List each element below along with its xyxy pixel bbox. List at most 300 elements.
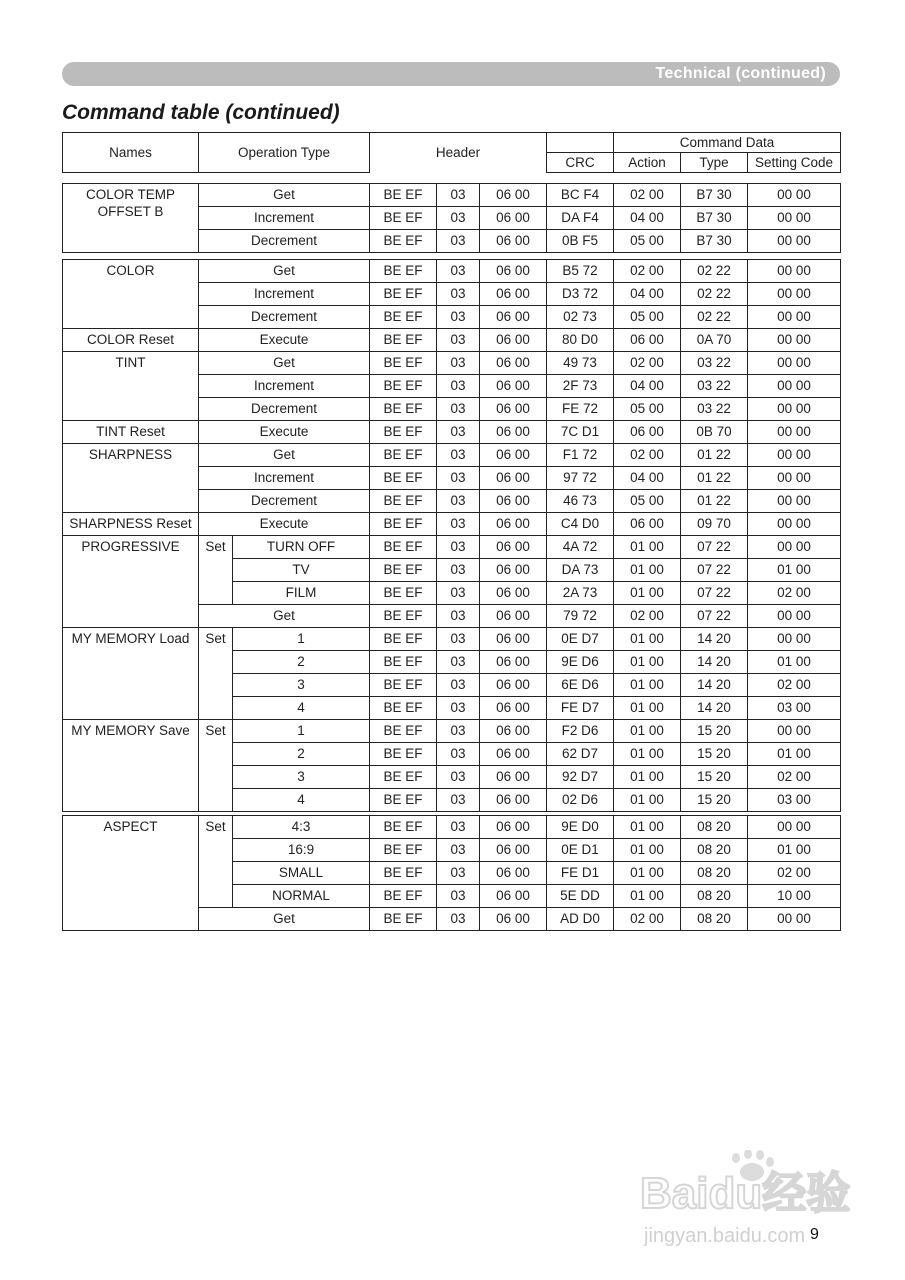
cell-type: B7 30 (681, 184, 748, 207)
cell-crc: F1 72 (547, 444, 614, 467)
cell-header-2: 03 (437, 839, 480, 862)
cell-type: 15 20 (681, 720, 748, 743)
cell-header-2: 03 (437, 398, 480, 421)
cell-header-2: 03 (437, 207, 480, 230)
cell-header-1: BE EF (370, 816, 437, 839)
cell-crc: 2A 73 (547, 582, 614, 605)
cell-setting-code: 00 00 (748, 283, 841, 306)
cell-action: 04 00 (614, 283, 681, 306)
cell-operation: FILM (233, 582, 370, 605)
cell-header-2: 03 (437, 306, 480, 329)
cell-header-3: 06 00 (480, 674, 547, 697)
table-row (63, 628, 841, 651)
command-section-color-temp (62, 183, 841, 253)
cell-operation: Get (199, 260, 370, 283)
cell-header-2: 03 (437, 559, 480, 582)
cell-setting-code: 00 00 (748, 207, 841, 230)
cell-action: 02 00 (614, 260, 681, 283)
cell-operation: Get (199, 352, 370, 375)
cell-setting-code: 00 00 (748, 421, 841, 444)
cell-operation: Decrement (199, 398, 370, 421)
cell-header-2: 03 (437, 862, 480, 885)
table-row (63, 260, 841, 283)
cell-type: 14 20 (681, 651, 748, 674)
cell-header-1: BE EF (370, 230, 437, 253)
cell-action: 02 00 (614, 444, 681, 467)
cell-header-1: BE EF (370, 559, 437, 582)
cell-crc: DA 73 (547, 559, 614, 582)
cell-header-3: 06 00 (480, 467, 547, 490)
cell-header-1: BE EF (370, 720, 437, 743)
cell-header-2: 03 (437, 375, 480, 398)
cell-header-1: BE EF (370, 329, 437, 352)
cell-name-line: SHARPNESS (88, 447, 173, 462)
cell-action: 04 00 (614, 207, 681, 230)
cell-action: 01 00 (614, 885, 681, 908)
col-header-names: Names (63, 133, 199, 173)
cell-header-3: 06 00 (480, 743, 547, 766)
cell-header-1: BE EF (370, 207, 437, 230)
cell-setting-code: 00 00 (748, 444, 841, 467)
cell-setting-code: 00 00 (748, 184, 841, 207)
cell-name-line: PROGRESSIVE (81, 539, 180, 554)
cell-setting-code: 00 00 (748, 908, 841, 931)
cell-header-1: BE EF (370, 184, 437, 207)
cell-header-2: 03 (437, 283, 480, 306)
cell-action: 01 00 (614, 743, 681, 766)
cell-header-1: BE EF (370, 651, 437, 674)
cell-type: 09 70 (681, 513, 748, 536)
cell-setting-code: 01 00 (748, 839, 841, 862)
cell-header-2: 03 (437, 467, 480, 490)
cell-operation: Execute (199, 329, 370, 352)
cell-header-3: 06 00 (480, 375, 547, 398)
cell-crc: D3 72 (547, 283, 614, 306)
cell-crc: 4A 72 (547, 536, 614, 559)
cell-header-3: 06 00 (480, 513, 547, 536)
cell-header-3: 06 00 (480, 260, 547, 283)
cell-header-1: BE EF (370, 582, 437, 605)
table-row (63, 352, 841, 375)
cell-header-3: 06 00 (480, 536, 547, 559)
baidu-watermark-logo (640, 1150, 865, 1250)
cell-name-line: SHARPNESS Reset (69, 516, 192, 531)
section-header-text: Technical (continued) (655, 65, 826, 82)
page-number: 9 (810, 1226, 819, 1243)
cell-type: 14 20 (681, 674, 748, 697)
cell-header-2: 03 (437, 582, 480, 605)
cell-setting-code: 00 00 (748, 628, 841, 651)
cell-operation: Increment (199, 467, 370, 490)
cell-setting-code: 00 00 (748, 329, 841, 352)
cell-operation: SMALL (233, 862, 370, 885)
cell-action: 01 00 (614, 862, 681, 885)
cell-setting-code: 00 00 (748, 352, 841, 375)
cell-action: 05 00 (614, 230, 681, 253)
cell-header-1: BE EF (370, 260, 437, 283)
cell-header-3: 06 00 (480, 207, 547, 230)
cell-name (63, 444, 199, 513)
cell-action: 01 00 (614, 789, 681, 812)
cell-header-2: 03 (437, 766, 480, 789)
command-section-color-tint-sharpness-memory (62, 259, 841, 812)
cell-operation: TURN OFF (233, 536, 370, 559)
cell-name-line: COLOR (106, 263, 155, 278)
cell-crc: C4 D0 (547, 513, 614, 536)
cell-header-2: 03 (437, 789, 480, 812)
cell-type: 15 20 (681, 743, 748, 766)
cell-crc: 0E D7 (547, 628, 614, 651)
cell-name-line: COLOR TEMP (85, 187, 175, 202)
col-header-action: Action (614, 153, 681, 173)
cell-header-1: BE EF (370, 839, 437, 862)
cell-header-3: 06 00 (480, 720, 547, 743)
cell-type: 03 22 (681, 352, 748, 375)
cell-action: 01 00 (614, 697, 681, 720)
cell-operation: Increment (199, 283, 370, 306)
cell-setting-code: 03 00 (748, 697, 841, 720)
cell-action: 01 00 (614, 816, 681, 839)
table-row (63, 184, 841, 207)
cell-type: B7 30 (681, 207, 748, 230)
table-row (63, 421, 841, 444)
cell-header-3: 06 00 (480, 444, 547, 467)
cell-name (63, 816, 199, 931)
cell-set: Set (199, 628, 233, 720)
cell-name-line: MY MEMORY Save (71, 723, 190, 738)
cell-header-1: BE EF (370, 536, 437, 559)
cell-setting-code: 00 00 (748, 260, 841, 283)
cell-crc: 5E DD (547, 885, 614, 908)
cell-type: 07 22 (681, 559, 748, 582)
cell-header-1: BE EF (370, 398, 437, 421)
cell-header-2: 03 (437, 816, 480, 839)
cell-crc: 02 73 (547, 306, 614, 329)
cell-setting-code: 00 00 (748, 513, 841, 536)
col-header-header-cont (547, 133, 614, 153)
cell-crc: AD D0 (547, 908, 614, 931)
cell-name-line: OFFSET B (97, 204, 164, 219)
cell-type: 03 22 (681, 375, 748, 398)
cell-action: 01 00 (614, 674, 681, 697)
cell-type: 07 22 (681, 536, 748, 559)
cell-crc: B5 72 (547, 260, 614, 283)
cell-header-2: 03 (437, 885, 480, 908)
cell-operation: 3 (233, 766, 370, 789)
cell-crc: 9E D6 (547, 651, 614, 674)
cell-type: 01 22 (681, 467, 748, 490)
cell-header-2: 03 (437, 421, 480, 444)
cell-operation: 1 (233, 720, 370, 743)
cell-setting-code: 00 00 (748, 816, 841, 839)
table-row (63, 720, 841, 743)
cell-type: 08 20 (681, 885, 748, 908)
cell-setting-code: 03 00 (748, 789, 841, 812)
table-row (63, 444, 841, 467)
cell-header-3: 06 00 (480, 490, 547, 513)
cell-type: 07 22 (681, 582, 748, 605)
section-header-bar (62, 62, 840, 86)
cell-header-1: BE EF (370, 513, 437, 536)
cell-setting-code: 00 00 (748, 605, 841, 628)
cell-header-3: 06 00 (480, 559, 547, 582)
cell-name (63, 421, 199, 444)
cell-operation: Get (199, 444, 370, 467)
cell-type: 14 20 (681, 697, 748, 720)
cell-action: 05 00 (614, 490, 681, 513)
cell-header-3: 06 00 (480, 582, 547, 605)
cell-header-2: 03 (437, 743, 480, 766)
col-header-setting-code: Setting Code (748, 153, 841, 173)
cell-operation: 2 (233, 743, 370, 766)
watermark-logo-text: Baidu经验 (640, 1169, 851, 1218)
cell-setting-code: 00 00 (748, 230, 841, 253)
cell-setting-code: 00 00 (748, 720, 841, 743)
cell-type: 15 20 (681, 789, 748, 812)
cell-set: Set (199, 536, 233, 605)
watermark-url: jingyan.baidu.com (644, 1225, 806, 1247)
cell-crc: FE 72 (547, 398, 614, 421)
cell-header-2: 03 (437, 908, 480, 931)
cell-header-1: BE EF (370, 674, 437, 697)
command-section-aspect (62, 815, 841, 931)
cell-type: 08 20 (681, 908, 748, 931)
cell-header-2: 03 (437, 184, 480, 207)
cell-action: 06 00 (614, 421, 681, 444)
cell-header-2: 03 (437, 490, 480, 513)
cell-name-line: ASPECT (103, 819, 158, 834)
cell-header-1: BE EF (370, 766, 437, 789)
cell-header-3: 06 00 (480, 283, 547, 306)
cell-type: 08 20 (681, 862, 748, 885)
cell-type: 03 22 (681, 398, 748, 421)
cell-crc: BC F4 (547, 184, 614, 207)
cell-header-1: BE EF (370, 306, 437, 329)
cell-header-3: 06 00 (480, 628, 547, 651)
cell-header-3: 06 00 (480, 766, 547, 789)
cell-crc: 46 73 (547, 490, 614, 513)
table-row (63, 816, 841, 839)
cell-action: 06 00 (614, 513, 681, 536)
cell-type: 08 20 (681, 839, 748, 862)
cell-header-2: 03 (437, 674, 480, 697)
cell-header-1: BE EF (370, 467, 437, 490)
table-row (63, 536, 841, 559)
cell-setting-code: 00 00 (748, 398, 841, 421)
cell-crc: 0E D1 (547, 839, 614, 862)
page-title: Command table (continued) (62, 101, 340, 124)
cell-crc: 0B F5 (547, 230, 614, 253)
cell-header-3: 06 00 (480, 885, 547, 908)
cell-type: 0A 70 (681, 329, 748, 352)
cell-header-3: 06 00 (480, 839, 547, 862)
cell-header-2: 03 (437, 651, 480, 674)
cell-action: 02 00 (614, 352, 681, 375)
cell-type: 15 20 (681, 766, 748, 789)
cell-action: 06 00 (614, 329, 681, 352)
cell-name-line: TINT Reset (96, 424, 165, 439)
cell-operation: 4 (233, 697, 370, 720)
cell-action: 01 00 (614, 582, 681, 605)
cell-operation: Execute (199, 421, 370, 444)
cell-header-1: BE EF (370, 885, 437, 908)
cell-header-3: 06 00 (480, 230, 547, 253)
cell-header-3: 06 00 (480, 651, 547, 674)
cell-header-3: 06 00 (480, 421, 547, 444)
cell-header-1: BE EF (370, 789, 437, 812)
cell-header-3: 06 00 (480, 908, 547, 931)
cell-name (63, 720, 199, 812)
cell-header-2: 03 (437, 697, 480, 720)
cell-crc: 92 D7 (547, 766, 614, 789)
cell-header-1: BE EF (370, 862, 437, 885)
cell-name (63, 184, 199, 253)
cell-type: 08 20 (681, 816, 748, 839)
cell-header-3: 06 00 (480, 605, 547, 628)
cell-header-2: 03 (437, 444, 480, 467)
cell-crc: FE D7 (547, 697, 614, 720)
col-header-type: Type (681, 153, 748, 173)
cell-header-3: 06 00 (480, 789, 547, 812)
cell-operation: 16:9 (233, 839, 370, 862)
cell-set: Set (199, 816, 233, 908)
cell-name (63, 536, 199, 628)
cell-crc: DA F4 (547, 207, 614, 230)
cell-header-2: 03 (437, 352, 480, 375)
cell-action: 01 00 (614, 720, 681, 743)
cell-setting-code: 01 00 (748, 651, 841, 674)
cell-setting-code: 10 00 (748, 885, 841, 908)
col-header-command-data: Command Data (614, 133, 841, 153)
cell-setting-code: 00 00 (748, 536, 841, 559)
cell-operation: Decrement (199, 306, 370, 329)
cell-crc: 97 72 (547, 467, 614, 490)
cell-operation: Execute (199, 513, 370, 536)
table-row (63, 513, 841, 536)
cell-header-1: BE EF (370, 283, 437, 306)
cell-operation: 2 (233, 651, 370, 674)
cell-crc: FE D1 (547, 862, 614, 885)
cell-header-2: 03 (437, 536, 480, 559)
cell-name-line: MY MEMORY Load (71, 631, 190, 646)
cell-type: 07 22 (681, 605, 748, 628)
cell-setting-code: 01 00 (748, 743, 841, 766)
cell-type: 01 22 (681, 444, 748, 467)
cell-set: Set (199, 720, 233, 812)
cell-operation: 1 (233, 628, 370, 651)
cell-crc: 49 73 (547, 352, 614, 375)
cell-crc: F2 D6 (547, 720, 614, 743)
cell-header-1: BE EF (370, 444, 437, 467)
cell-header-1: BE EF (370, 352, 437, 375)
cell-operation: Decrement (199, 490, 370, 513)
table-header (62, 132, 841, 173)
cell-name (63, 628, 199, 720)
cell-operation: Get (199, 184, 370, 207)
cell-crc: 79 72 (547, 605, 614, 628)
cell-action: 01 00 (614, 536, 681, 559)
cell-header-3: 06 00 (480, 816, 547, 839)
col-header-crc: CRC (547, 153, 614, 173)
cell-type: 02 22 (681, 283, 748, 306)
cell-header-1: BE EF (370, 490, 437, 513)
cell-header-1: BE EF (370, 908, 437, 931)
cell-action: 05 00 (614, 306, 681, 329)
cell-action: 01 00 (614, 559, 681, 582)
cell-crc: 2F 73 (547, 375, 614, 398)
cell-name (63, 513, 199, 536)
cell-header-2: 03 (437, 260, 480, 283)
cell-header-1: BE EF (370, 421, 437, 444)
cell-type: 01 22 (681, 490, 748, 513)
cell-action: 01 00 (614, 651, 681, 674)
cell-operation: Get (199, 908, 370, 931)
cell-action: 04 00 (614, 375, 681, 398)
cell-operation: Decrement (199, 230, 370, 253)
cell-header-2: 03 (437, 628, 480, 651)
cell-type: 02 22 (681, 306, 748, 329)
cell-action: 05 00 (614, 398, 681, 421)
cell-operation: Increment (199, 375, 370, 398)
cell-crc: 62 D7 (547, 743, 614, 766)
cell-action: 02 00 (614, 908, 681, 931)
cell-action: 02 00 (614, 605, 681, 628)
cell-crc: 7C D1 (547, 421, 614, 444)
cell-operation: TV (233, 559, 370, 582)
cell-name (63, 260, 199, 329)
cell-header-1: BE EF (370, 375, 437, 398)
cell-type: 02 22 (681, 260, 748, 283)
cell-type: 0B 70 (681, 421, 748, 444)
cell-header-2: 03 (437, 605, 480, 628)
cell-header-3: 06 00 (480, 398, 547, 421)
cell-header-2: 03 (437, 720, 480, 743)
cell-header-2: 03 (437, 230, 480, 253)
cell-type: 14 20 (681, 628, 748, 651)
cell-crc: 9E D0 (547, 816, 614, 839)
cell-operation: Get (199, 605, 370, 628)
cell-operation: 4 (233, 789, 370, 812)
cell-header-3: 06 00 (480, 352, 547, 375)
col-header-header: Header (370, 133, 547, 173)
cell-setting-code: 00 00 (748, 467, 841, 490)
cell-action: 01 00 (614, 628, 681, 651)
col-header-operation-type: Operation Type (199, 133, 370, 173)
cell-operation: NORMAL (233, 885, 370, 908)
cell-action: 02 00 (614, 184, 681, 207)
cell-action: 01 00 (614, 839, 681, 862)
cell-header-3: 06 00 (480, 184, 547, 207)
cell-setting-code: 02 00 (748, 766, 841, 789)
cell-setting-code: 00 00 (748, 306, 841, 329)
cell-operation: Increment (199, 207, 370, 230)
cell-header-1: BE EF (370, 628, 437, 651)
cell-header-1: BE EF (370, 697, 437, 720)
cell-operation: 3 (233, 674, 370, 697)
cell-header-3: 06 00 (480, 306, 547, 329)
cell-setting-code: 00 00 (748, 490, 841, 513)
cell-header-3: 06 00 (480, 862, 547, 885)
cell-header-2: 03 (437, 329, 480, 352)
cell-crc: 02 D6 (547, 789, 614, 812)
cell-crc: 80 D0 (547, 329, 614, 352)
cell-header-1: BE EF (370, 605, 437, 628)
cell-name-line: TINT (115, 355, 146, 370)
cell-setting-code: 02 00 (748, 862, 841, 885)
cell-name (63, 329, 199, 352)
cell-crc: 6E D6 (547, 674, 614, 697)
cell-action: 04 00 (614, 467, 681, 490)
